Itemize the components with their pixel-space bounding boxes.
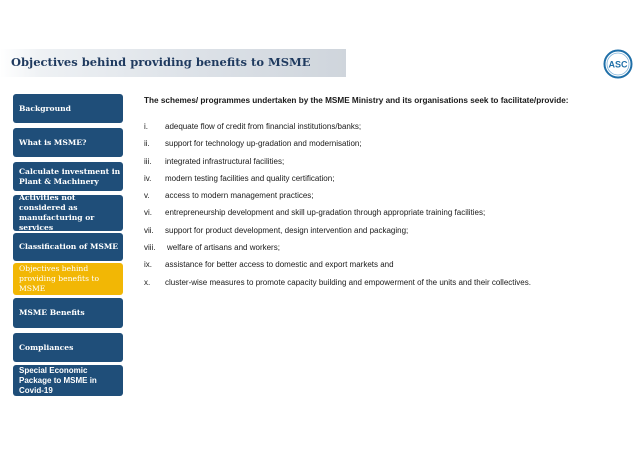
list-item bbox=[144, 226, 614, 243]
sidebar-item-calculate-investment[interactable] bbox=[13, 162, 123, 191]
list-item-text: access to modern management practices; bbox=[165, 191, 314, 201]
list-item bbox=[144, 174, 614, 191]
list-item-text: integrated infrastructural facilities; bbox=[165, 156, 285, 166]
list-item bbox=[144, 208, 614, 225]
list-item-number: x. bbox=[144, 277, 151, 287]
list-item-number: vii. bbox=[144, 225, 154, 235]
list-item-text: entrepreneurship development and skill up-gradation through appropriate training facilities; bbox=[165, 208, 486, 218]
list-item bbox=[144, 157, 614, 174]
list-item-number: v. bbox=[144, 191, 150, 201]
intro-text: The schemes/ programmes undertaken by the MSME Ministry and its organisations seek to facilitate/provide: bbox=[144, 96, 569, 105]
sidebar-item-activities-not-considered[interactable] bbox=[13, 195, 123, 231]
logo-text: ASC bbox=[608, 59, 628, 70]
sidebar-item-label: Objectives behind providing benefits to MSME bbox=[19, 264, 100, 293]
sidebar-item-label: Calculate investment in Plant & Machinery bbox=[19, 166, 121, 186]
list-item-number: vi. bbox=[144, 208, 152, 218]
list-item-text: assistance for better access to domestic and export markets and bbox=[165, 260, 394, 270]
sidebar-item-msme-benefits[interactable] bbox=[13, 298, 123, 328]
asc-logo bbox=[603, 49, 633, 79]
sidebar-item-special-economic-package[interactable] bbox=[13, 365, 123, 396]
sidebar-item-label: Activities not considered as manufacturing or services bbox=[19, 193, 95, 232]
page-title: Objectives behind providing benefits to MSME bbox=[11, 55, 311, 69]
list-item bbox=[144, 260, 614, 277]
list-item-number: iv. bbox=[144, 173, 152, 183]
list-item-text: modern testing facilities and quality certification; bbox=[165, 173, 335, 183]
sidebar-item-background[interactable] bbox=[13, 94, 123, 123]
list-item bbox=[144, 191, 614, 208]
list-item-number: ix. bbox=[144, 260, 152, 270]
list-item bbox=[144, 243, 614, 260]
asc-logo-icon bbox=[603, 49, 633, 79]
sidebar-item-label: What is MSME? bbox=[19, 137, 87, 147]
list-item-text: welfare of artisans and workers; bbox=[167, 243, 280, 253]
list-item-number: viii. bbox=[144, 243, 156, 253]
sidebar-item-label: MSME Benefits bbox=[19, 308, 85, 317]
sidebar-item-compliances[interactable] bbox=[13, 333, 123, 362]
list-item bbox=[144, 139, 614, 156]
list-item-text: adequate flow of credit from financial institutions/banks; bbox=[165, 122, 362, 131]
sidebar-item-label: Background bbox=[19, 103, 71, 113]
sidebar-item-classification[interactable] bbox=[13, 233, 123, 261]
list-item-text: support for product development, design intervention and packaging; bbox=[165, 225, 409, 235]
list-item-text: support for technology up-gradation and modernisation; bbox=[165, 139, 362, 149]
content-area bbox=[144, 96, 614, 287]
list-item-number: iii. bbox=[144, 156, 152, 166]
sidebar-item-label: Compliances bbox=[19, 342, 74, 352]
title-bar bbox=[0, 49, 346, 77]
objectives-list bbox=[144, 122, 614, 295]
list-item bbox=[144, 122, 614, 139]
list-item-number: ii. bbox=[144, 139, 150, 149]
list-item-number: i. bbox=[144, 122, 148, 131]
sidebar-item-label: Classification of MSME bbox=[19, 242, 119, 251]
list-item-text: cluster-wise measures to promote capacity building and empowerment of the units and their collectives. bbox=[165, 277, 531, 287]
sidebar-item-objectives[interactable] bbox=[13, 263, 123, 295]
list-item bbox=[144, 278, 614, 295]
sidebar-item-label: Special Economic Package to MSME in Covid-19 bbox=[19, 365, 97, 395]
sidebar-item-what-is-msme[interactable] bbox=[13, 128, 123, 157]
